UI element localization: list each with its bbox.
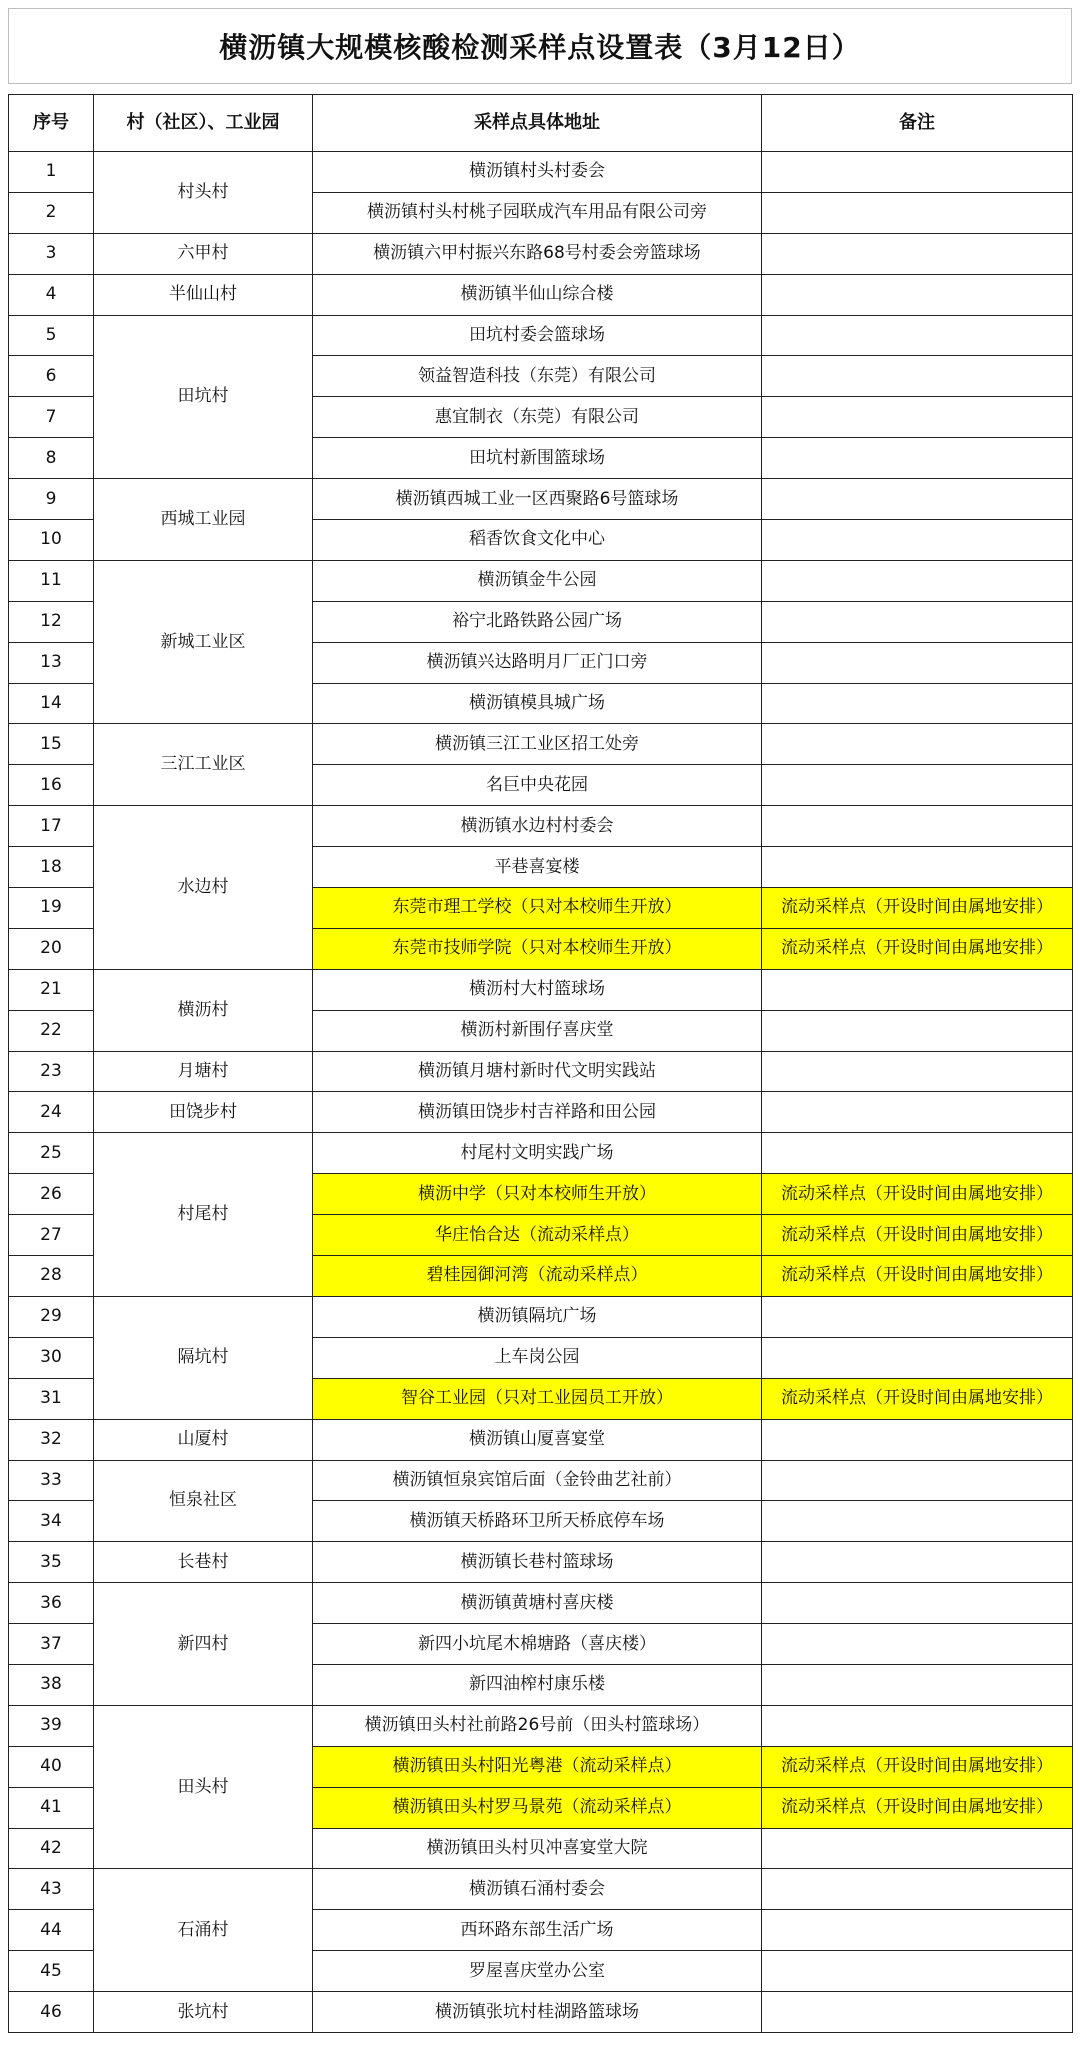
sampling-address: 横沥镇恒泉宾馆后面（金铃曲艺社前） <box>313 1460 762 1501</box>
sampling-address: 横沥镇模具城广场 <box>313 683 762 724</box>
table-row <box>9 1542 1073 1583</box>
note <box>762 192 1073 233</box>
note <box>762 1583 1073 1624</box>
sampling-address: 村尾村文明实践广场 <box>313 1133 762 1174</box>
sampling-site-table <box>8 94 1073 2033</box>
note: 流动采样点（开设时间由属地安排） <box>762 888 1073 929</box>
row-number: 42 <box>9 1828 94 1869</box>
village-name: 新城工业区 <box>94 560 313 724</box>
header-village: 村（社区）、工业园 <box>94 95 313 152</box>
note <box>762 152 1073 193</box>
row-number: 41 <box>9 1787 94 1828</box>
header-note: 备注 <box>762 95 1073 152</box>
table-row <box>9 560 1073 601</box>
header-address: 采样点具体地址 <box>313 95 762 152</box>
row-number: 6 <box>9 356 94 397</box>
note <box>762 1542 1073 1583</box>
table-header-row <box>9 95 1073 152</box>
sampling-address: 横沥村大村篮球场 <box>313 969 762 1010</box>
village-name: 水边村 <box>94 806 313 970</box>
sampling-address: 惠宜制衣（东莞）有限公司 <box>313 397 762 438</box>
note <box>762 1910 1073 1951</box>
sampling-address: 横沥镇金牛公园 <box>313 560 762 601</box>
row-number: 9 <box>9 479 94 520</box>
table-row <box>9 274 1073 315</box>
table-row <box>9 806 1073 847</box>
note <box>762 1501 1073 1542</box>
sampling-address: 罗屋喜庆堂办公室 <box>313 1951 762 1992</box>
sampling-address: 智谷工业园（只对工业园员工开放） <box>313 1378 762 1419</box>
table-row <box>9 1092 1073 1133</box>
village-name: 田坑村 <box>94 315 313 479</box>
note <box>762 356 1073 397</box>
table-row <box>9 315 1073 356</box>
sampling-address: 横沥镇村头村桃子园联成汽车用品有限公司旁 <box>313 192 762 233</box>
note <box>762 806 1073 847</box>
row-number: 33 <box>9 1460 94 1501</box>
row-number: 13 <box>9 642 94 683</box>
sampling-address: 横沥镇石涌村委会 <box>313 1869 762 1910</box>
table-row <box>9 233 1073 274</box>
row-number: 3 <box>9 233 94 274</box>
sampling-address: 横沥镇西城工业一区西聚路6号篮球场 <box>313 479 762 520</box>
row-number: 46 <box>9 1992 94 2033</box>
village-name: 六甲村 <box>94 233 313 274</box>
row-number: 39 <box>9 1705 94 1746</box>
village-name: 西城工业园 <box>94 479 313 561</box>
village-name: 半仙山村 <box>94 274 313 315</box>
village-name: 山厦村 <box>94 1419 313 1460</box>
sampling-address: 横沥镇田饶步村吉祥路和田公园 <box>313 1092 762 1133</box>
note <box>762 479 1073 520</box>
village-name: 张坑村 <box>94 1992 313 2033</box>
row-number: 27 <box>9 1215 94 1256</box>
sampling-address: 横沥镇田头村阳光粤港（流动采样点） <box>313 1746 762 1787</box>
table-row <box>9 1460 1073 1501</box>
note <box>762 601 1073 642</box>
village-name: 新四村 <box>94 1583 313 1706</box>
table-row <box>9 1296 1073 1337</box>
row-number: 12 <box>9 601 94 642</box>
row-number: 16 <box>9 765 94 806</box>
document-sheet <box>8 8 1072 2033</box>
note <box>762 560 1073 601</box>
note <box>762 438 1073 479</box>
note <box>762 642 1073 683</box>
row-number: 5 <box>9 315 94 356</box>
note: 流动采样点（开设时间由属地安排） <box>762 1215 1073 1256</box>
note <box>762 969 1073 1010</box>
table-row <box>9 724 1073 765</box>
note <box>762 1133 1073 1174</box>
note <box>762 1664 1073 1705</box>
row-number: 30 <box>9 1337 94 1378</box>
note <box>762 1460 1073 1501</box>
sampling-address: 东莞市理工学校（只对本校师生开放） <box>313 888 762 929</box>
note <box>762 1010 1073 1051</box>
note <box>762 1869 1073 1910</box>
row-number: 1 <box>9 152 94 193</box>
note: 流动采样点（开设时间由属地安排） <box>762 1787 1073 1828</box>
note <box>762 1705 1073 1746</box>
page-title: 横沥镇大规模核酸检测采样点设置表（3月12日） <box>8 8 1072 84</box>
sampling-address: 横沥镇六甲村振兴东路68号村委会旁篮球场 <box>313 233 762 274</box>
sampling-address: 横沥镇长巷村篮球场 <box>313 1542 762 1583</box>
village-name: 田饶步村 <box>94 1092 313 1133</box>
sampling-address: 田坑村委会篮球场 <box>313 315 762 356</box>
village-name: 横沥村 <box>94 969 313 1051</box>
note <box>762 765 1073 806</box>
note <box>762 315 1073 356</box>
row-number: 4 <box>9 274 94 315</box>
note <box>762 397 1073 438</box>
note <box>762 724 1073 765</box>
row-number: 25 <box>9 1133 94 1174</box>
sampling-address: 新四小坑尾木棉塘路（喜庆楼） <box>313 1624 762 1665</box>
row-number: 20 <box>9 928 94 969</box>
note <box>762 1092 1073 1133</box>
row-number: 35 <box>9 1542 94 1583</box>
row-number: 44 <box>9 1910 94 1951</box>
sampling-address: 横沥镇隔坑广场 <box>313 1296 762 1337</box>
sampling-address: 横沥镇田头村社前路26号前（田头村篮球场） <box>313 1705 762 1746</box>
sampling-address: 领益智造科技（东莞）有限公司 <box>313 356 762 397</box>
note <box>762 1419 1073 1460</box>
sampling-address: 横沥镇三江工业区招工处旁 <box>313 724 762 765</box>
row-number: 26 <box>9 1174 94 1215</box>
row-number: 15 <box>9 724 94 765</box>
sampling-address: 横沥镇田头村贝冲喜宴堂大院 <box>313 1828 762 1869</box>
sampling-address: 横沥镇村头村委会 <box>313 152 762 193</box>
sampling-address: 横沥镇半仙山综合楼 <box>313 274 762 315</box>
village-name: 村头村 <box>94 152 313 234</box>
row-number: 11 <box>9 560 94 601</box>
sampling-address: 平巷喜宴楼 <box>313 847 762 888</box>
note <box>762 1992 1073 2033</box>
note <box>762 1624 1073 1665</box>
village-name: 恒泉社区 <box>94 1460 313 1542</box>
sampling-address: 横沥镇兴达路明月厂正门口旁 <box>313 642 762 683</box>
sampling-address: 横沥镇山厦喜宴堂 <box>313 1419 762 1460</box>
row-number: 19 <box>9 888 94 929</box>
sampling-address: 田坑村新围篮球场 <box>313 438 762 479</box>
row-number: 22 <box>9 1010 94 1051</box>
table-row <box>9 1992 1073 2033</box>
note: 流动采样点（开设时间由属地安排） <box>762 1256 1073 1297</box>
village-name: 村尾村 <box>94 1133 313 1297</box>
sampling-address: 横沥镇田头村罗马景苑（流动采样点） <box>313 1787 762 1828</box>
note: 流动采样点（开设时间由属地安排） <box>762 1378 1073 1419</box>
table-row <box>9 1133 1073 1174</box>
table-row <box>9 1419 1073 1460</box>
note: 流动采样点（开设时间由属地安排） <box>762 928 1073 969</box>
row-number: 2 <box>9 192 94 233</box>
sampling-address: 东莞市技师学院（只对本校师生开放） <box>313 928 762 969</box>
row-number: 24 <box>9 1092 94 1133</box>
note <box>762 233 1073 274</box>
row-number: 7 <box>9 397 94 438</box>
sampling-address: 横沥村新围仔喜庆堂 <box>313 1010 762 1051</box>
row-number: 23 <box>9 1051 94 1092</box>
row-number: 43 <box>9 1869 94 1910</box>
sampling-address: 碧桂园御河湾（流动采样点） <box>313 1256 762 1297</box>
village-name: 长巷村 <box>94 1542 313 1583</box>
row-number: 37 <box>9 1624 94 1665</box>
note <box>762 1051 1073 1092</box>
note <box>762 847 1073 888</box>
row-number: 32 <box>9 1419 94 1460</box>
row-number: 34 <box>9 1501 94 1542</box>
sampling-address: 华庄怡合达（流动采样点） <box>313 1215 762 1256</box>
row-number: 17 <box>9 806 94 847</box>
note: 流动采样点（开设时间由属地安排） <box>762 1746 1073 1787</box>
note <box>762 520 1073 561</box>
note <box>762 1296 1073 1337</box>
row-number: 10 <box>9 520 94 561</box>
village-name: 月塘村 <box>94 1051 313 1092</box>
table-row <box>9 969 1073 1010</box>
note <box>762 683 1073 724</box>
header-no: 序号 <box>9 95 94 152</box>
table-row <box>9 1869 1073 1910</box>
sampling-address: 横沥镇张坑村桂湖路篮球场 <box>313 1992 762 2033</box>
sampling-address: 横沥镇天桥路环卫所天桥底停车场 <box>313 1501 762 1542</box>
row-number: 14 <box>9 683 94 724</box>
table-row <box>9 1583 1073 1624</box>
sampling-address: 上车岗公园 <box>313 1337 762 1378</box>
note <box>762 1951 1073 1992</box>
village-name: 隔坑村 <box>94 1296 313 1419</box>
sampling-address: 横沥镇水边村村委会 <box>313 806 762 847</box>
table-row <box>9 479 1073 520</box>
sampling-address: 横沥中学（只对本校师生开放） <box>313 1174 762 1215</box>
table-row <box>9 1051 1073 1092</box>
sampling-address: 横沥镇黄塘村喜庆楼 <box>313 1583 762 1624</box>
row-number: 8 <box>9 438 94 479</box>
row-number: 29 <box>9 1296 94 1337</box>
note <box>762 274 1073 315</box>
village-name: 三江工业区 <box>94 724 313 806</box>
village-name: 石涌村 <box>94 1869 313 1992</box>
sampling-address: 西环路东部生活广场 <box>313 1910 762 1951</box>
village-name: 田头村 <box>94 1705 313 1869</box>
row-number: 45 <box>9 1951 94 1992</box>
table-row <box>9 152 1073 193</box>
row-number: 21 <box>9 969 94 1010</box>
row-number: 18 <box>9 847 94 888</box>
row-number: 31 <box>9 1378 94 1419</box>
row-number: 38 <box>9 1664 94 1705</box>
row-number: 40 <box>9 1746 94 1787</box>
sampling-address: 裕宁北路铁路公园广场 <box>313 601 762 642</box>
sampling-address: 名巨中央花园 <box>313 765 762 806</box>
row-number: 36 <box>9 1583 94 1624</box>
note <box>762 1337 1073 1378</box>
row-number: 28 <box>9 1256 94 1297</box>
sampling-address: 新四油榨村康乐楼 <box>313 1664 762 1705</box>
table-row <box>9 1705 1073 1746</box>
note: 流动采样点（开设时间由属地安排） <box>762 1174 1073 1215</box>
table-body <box>9 152 1073 2033</box>
note <box>762 1828 1073 1869</box>
sampling-address: 横沥镇月塘村新时代文明实践站 <box>313 1051 762 1092</box>
sampling-address: 稻香饮食文化中心 <box>313 520 762 561</box>
